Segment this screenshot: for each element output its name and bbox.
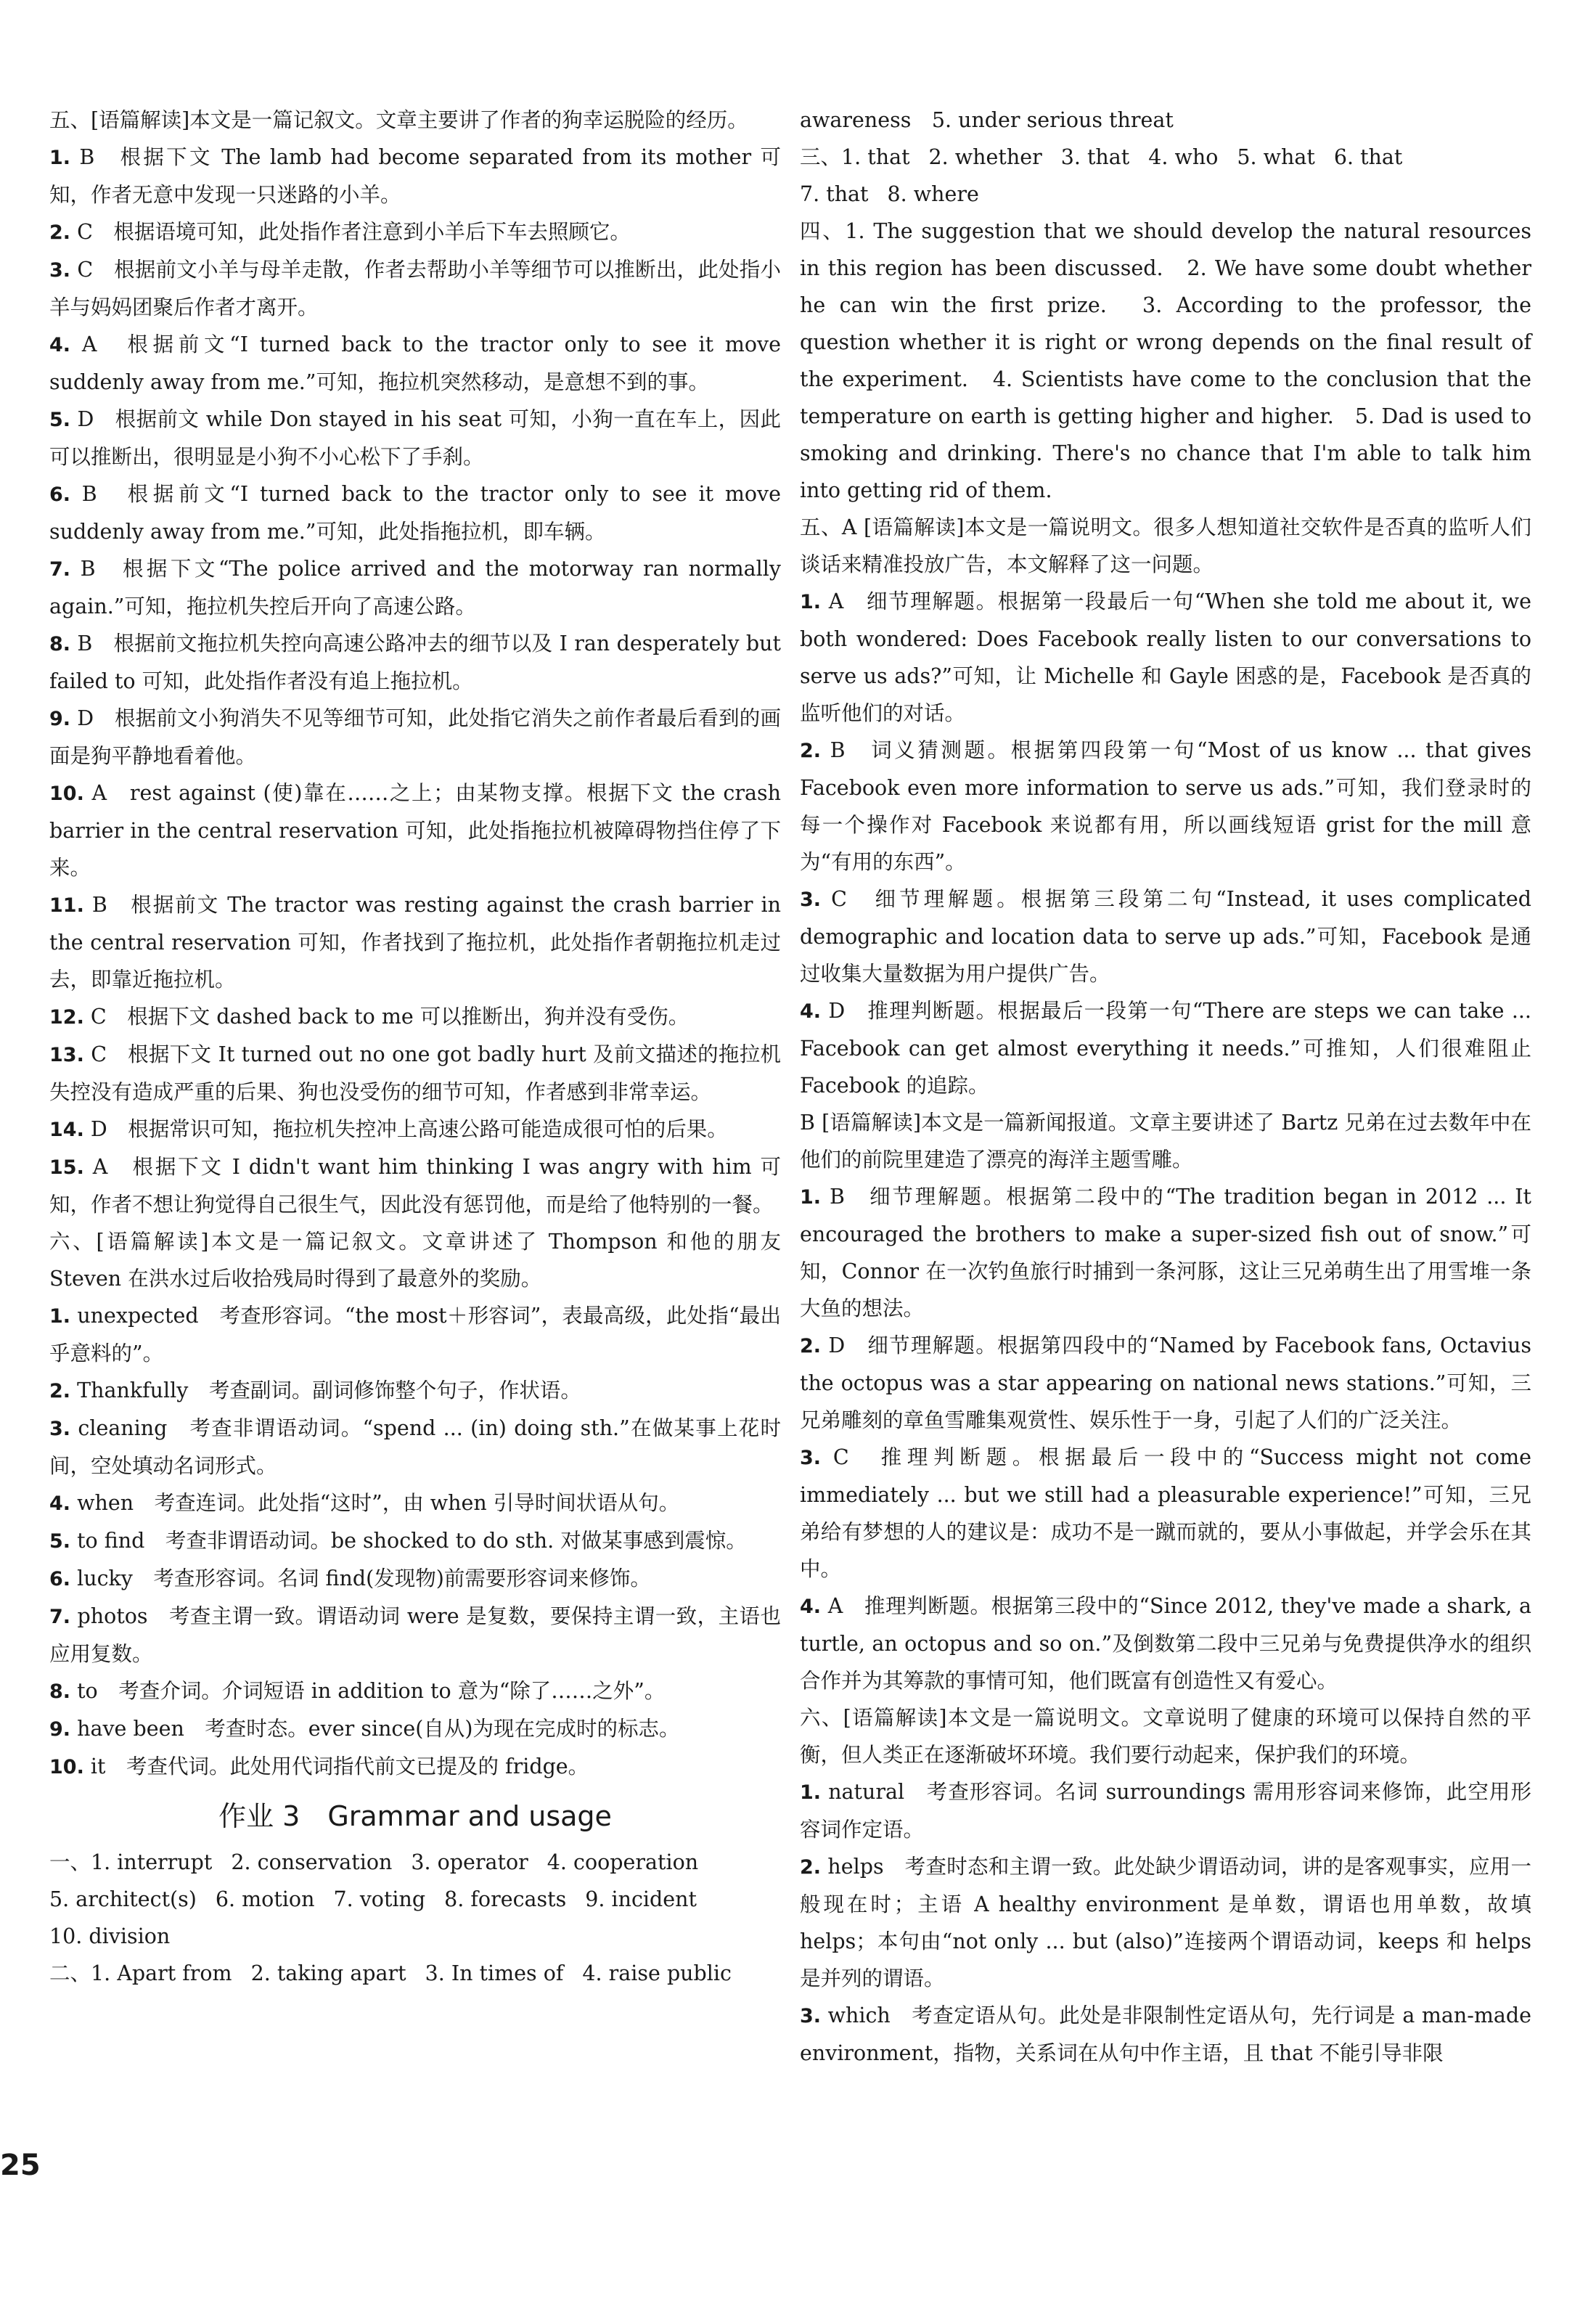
word-answer: 2. taking apart [250, 1961, 406, 1985]
answer-text: Thankfully 考查副词。副词修饰整个句子，作状语。 [70, 1378, 581, 1402]
word-answer: 1. interrupt [91, 1850, 213, 1874]
answer-number: 9. [49, 708, 71, 730]
answer-number: 1. [800, 1186, 822, 1209]
answer-item [800, 1773, 1531, 1848]
answer-number: 11. [49, 894, 84, 917]
section-3-row-2 [800, 176, 1531, 213]
section-5b-answers [800, 1178, 1531, 1699]
left-column [49, 102, 781, 1992]
answer-text: to find 考查非谓语动词。be shocked to do sth. 对做某事感到震惊。 [70, 1529, 747, 1553]
answer-item [800, 1439, 1531, 1588]
answer-item [49, 326, 781, 401]
answer-item [49, 1372, 781, 1410]
row-label: 一、 [49, 1850, 91, 1874]
answer-item [49, 700, 781, 775]
answer-number: 8. [49, 1680, 71, 1703]
row-label: 三、 [800, 145, 842, 169]
word-answer: 10. division [49, 1924, 171, 1948]
answer-text: B 根据下文 The lamb had become separated from its mother 可知，作者无意中发现一只迷路的小羊。 [49, 145, 781, 207]
answer-item [800, 732, 1531, 881]
section-5a-header: 五、A [语篇解读]本文是一篇说明文。很多人想知道社交软件是否真的监听人们谈话来精准投放广告，本文解释了这一问题。 [800, 515, 1531, 576]
answer-text: B 根据下文“The police arrived and the motorway ran normally again.”可知，拖拉机失控后开向了高速公路。 [49, 557, 781, 618]
answer-number: 3. [49, 1418, 71, 1440]
word-answer: 4. cooperation [547, 1850, 699, 1874]
answer-text: C 根据语境可知，此处指作者注意到小羊后下车去照顾它。 [70, 220, 631, 244]
answer-item [800, 1327, 1531, 1439]
answer-number: 5. [49, 1530, 71, 1553]
answer-item [49, 1297, 781, 1372]
word-answer: 4. who [1148, 145, 1219, 169]
word-answer: 4. raise public [582, 1961, 732, 1985]
answer-number: 2. [49, 221, 71, 244]
section-3-row-1 [800, 139, 1531, 176]
answer-item [800, 583, 1531, 732]
answer-number: 12. [49, 1006, 84, 1029]
homework-row-4 [49, 1955, 781, 1992]
page-number: 25 [0, 2149, 41, 2182]
answer-item [49, 139, 781, 213]
word-answer: 5. architect(s) [49, 1887, 197, 1911]
answer-number: 4. [49, 334, 71, 356]
answer-text: A 推理判断题。根据第三段中的“Since 2012, they've made a shark, a turtle, an octopus and so on.”及倒数第二段中三兄弟与免费提供净水的组织合作并为其筹款的事情可知，他们既富有创造性又有爱心。 [800, 1594, 1531, 1693]
answer-item [49, 1036, 781, 1111]
answer-text: cleaning 考查非谓语动词。“spend ... (in) doing sth.”在做某事上花时间，空处填动名词形式。 [49, 1416, 781, 1478]
section-6-header: 六、[语篇解读]本文是一篇说明文。文章说明了健康的环境可以保持自然的平衡，但人类正在逐渐破坏环境。我们要行动起来，保护我们的环境。 [800, 1706, 1531, 1767]
answer-number: 9. [49, 1718, 71, 1741]
answer-text: natural 考查形容词。名词 surroundings 需用形容词来修饰，此空用形容词作定语。 [800, 1780, 1531, 1842]
answer-text: D 根据前文小狗消失不见等细节可知，此处指它消失之前作者最后看到的画面是狗平静地看着他。 [49, 706, 781, 768]
answer-number: 10. [49, 783, 84, 805]
answer-number: 1. [800, 1781, 822, 1804]
answer-text: B 根据前文 The tractor was resting against the crash barrier in the central reservation 可知，作者找到了拖拉机，此处指作者朝拖拉机走过去，即靠近拖拉机。 [49, 893, 781, 992]
answer-number: 4. [800, 1000, 822, 1023]
answer-text: C 根据下文 It turned out no one got badly hurt 及前文描述的拖拉机失控没有造成严重的后果、狗也没受伤的细节可知，作者感到非常幸运。 [49, 1042, 781, 1104]
answer-text: which 考查定语从句。此处是非限制性定语从句，先行词是 a man-made environment，指物，关系词在从句中作主语，且 that 不能引导非限 [800, 2003, 1531, 2065]
answer-number: 1. [49, 1305, 71, 1328]
answer-item [49, 1560, 781, 1598]
answer-text: unexpected 考查形容词。“the most＋形容词”，表最高级，此处指“最出乎意料的”。 [49, 1304, 781, 1365]
answer-number: 6. [49, 1568, 71, 1590]
answer-item [49, 625, 781, 700]
answer-item [49, 1484, 781, 1522]
word-answer: 8. where [887, 182, 979, 206]
answer-item [800, 1997, 1531, 2072]
word-answer: 2. conservation [231, 1850, 393, 1874]
homework-row-3 [49, 1918, 781, 1955]
word-answer: 7. that [800, 182, 869, 206]
homework-3-title: 作业 3 Grammar and usage [218, 1800, 612, 1832]
answer-text: to 考查介词。介词短语 in addition to 意为“除了……之外”。 [70, 1679, 666, 1703]
answer-text: C 细节理解题。根据第三段第二句“Instead, it uses complicated demographic and location data to serve up ads.”可知，Facebook 是通过收集大量数据为用户提供广告。 [800, 887, 1531, 986]
answer-text: C 推理判断题。根据最后一段中的“Success might not come immediately ... but we still had a pleasurable experience!”可知，三兄弟给有梦想的人的建议是：成功不是一蹴而就的，要从小事做起，并学会乐在其中。 [800, 1445, 1531, 1581]
answer-item [800, 992, 1531, 1104]
answer-text: D 根据常识可知，拖拉机失控冲上高速公路可能造成很可怕的后果。 [83, 1117, 728, 1141]
answer-item [800, 1178, 1531, 1327]
answer-number: 13. [49, 1044, 84, 1066]
word-answer: 5. what [1237, 145, 1315, 169]
answer-text: C 根据前文小羊与母羊走散，作者去帮助小羊等细节可以推断出，此处指小羊与妈妈团聚后作者才离开。 [49, 258, 781, 319]
right-column [800, 102, 1531, 2072]
answer-text: B 根据前文“I turned back to the tractor only to see it move suddenly away from me.”可知，此处指拖拉机，即车辆。 [49, 482, 781, 544]
answer-item [49, 1710, 781, 1748]
answer-number: 8. [49, 633, 71, 655]
answer-item [49, 1672, 781, 1710]
answer-item [800, 881, 1531, 992]
homework-row-1 [49, 1844, 781, 1881]
answer-item [800, 1848, 1531, 1997]
answer-number: 3. [800, 888, 822, 911]
answer-text: D 根据前文 while Don stayed in his seat 可知，小狗一直在车上，因此可以推断出，很明显是小狗不小心松下了手刹。 [49, 407, 781, 469]
answer-text: photos 考查主谓一致。谓语动词 were 是复数，要保持主谓一致，主语也应用复数。 [49, 1604, 781, 1666]
section-5b-header: B [语篇解读]本文是一篇新闻报道。文章主要讲述了 Bartz 兄弟在过去数年中在他们的前院里建造了漂亮的海洋主题雪雕。 [800, 1111, 1531, 1172]
answer-text: lucky 考查形容词。名词 find(发现物)前需要形容词来修饰。 [70, 1566, 651, 1590]
answer-item [49, 475, 781, 550]
row-label: 二、 [49, 1961, 91, 1985]
answer-item [49, 550, 781, 625]
section-5-header: 五、[语篇解读]本文是一篇记叙文。文章主要讲了作者的狗幸运脱险的经历。 [49, 108, 748, 132]
section-6-header: 六、[语篇解读]本文是一篇记叙文。文章讲述了 Thompson 和他的朋友 Steven 在洪水过后收拾残局时得到了最意外的奖励。 [49, 1230, 781, 1291]
word-answer: 1. that [841, 145, 910, 169]
answer-number: 2. [800, 1335, 822, 1357]
answer-text: have been 考查时态。ever since(自从)为现在完成时的标志。 [70, 1717, 680, 1741]
answer-text: it 考查代词。此处用代词指代前文已提及的 fridge。 [83, 1754, 589, 1778]
answer-text: B 词义猜测题。根据第四段第一句“Most of us know ... that gives Facebook even more information to serve us ads.”可知，我们登录时的每一个操作对 Facebook 来说都有用，所以画线短语 grist for the mill 意为“有用的东西”。 [800, 738, 1531, 874]
word-answer: 3. In times of [425, 1961, 564, 1985]
answer-number: 2. [49, 1380, 71, 1402]
answer-number: 2. [800, 740, 822, 762]
answer-number: 1. [800, 591, 822, 613]
answer-text: B 根据前文拖拉机失控向高速公路冲去的细节以及 I ran desperately but failed to 可知，此处指作者没有追上拖拉机。 [49, 632, 781, 693]
answer-item [49, 251, 781, 326]
answer-item [49, 886, 781, 998]
word-answer: 8. forecasts [444, 1887, 567, 1911]
answer-number: 3. [49, 259, 71, 282]
answer-text: helps 考查时态和主谓一致。此处缺少谓语动词，讲的是客观事实，应用一般现在时；主语 A healthy environment 是单数，谓语也用单数，故填 helps；本句由“not only ... but (also)”连接两个谓语动词，keeps 和 helps 是并列的谓语。 [800, 1855, 1531, 1990]
word-answer: 9. incident [585, 1887, 697, 1911]
word-answer: 2. whether [928, 145, 1042, 169]
answer-text: D 细节理解题。根据第四段中的“Named by Facebook fans, Octavius the octopus was a star appearing on national news stations.”可知，三兄弟雕刻的章鱼雪雕集观赏性、娱乐性于一身，引起了人们的广泛关注。 [800, 1333, 1531, 1432]
section-4-translations: 四、1. The suggestion that we should develop the natural resources in this region has been discussed. 2. We have some doubt whether he can win the first prize. 3. According to the professor, the question whether it is right or wrong depends on the final result of the experiment. 4. Scientists have come to the conclusion that the temperature on earth is getting higher and higher. 5. Dad is used to smoking and drinking. There's no chance that I'm able to talk him into getting rid of them. [800, 219, 1531, 502]
answer-item [49, 1111, 781, 1148]
word-answer: 1. Apart from [91, 1961, 232, 1985]
answer-text: B 细节理解题。根据第二段中的“The tradition began in 2012 ... It encouraged the brothers to make a super-sized fish out of snow.”可知，Connor 在一次钓鱼旅行时捕到一条河豚，这让三兄弟萌生出了用雪堆一条大鱼的想法。 [800, 1185, 1531, 1320]
answer-number: 4. [49, 1492, 71, 1515]
answer-number: 4. [800, 1596, 822, 1618]
answer-item [800, 1588, 1531, 1699]
answer-number: 3. [800, 2005, 822, 2027]
answer-number: 7. [49, 1606, 71, 1628]
section-6-answers [49, 1297, 781, 1786]
answer-text: C 根据下文 dashed back to me 可以推断出，狗并没有受伤。 [83, 1005, 689, 1029]
answer-text: A 细节理解题。根据第一段最后一句“When she told me about it, we both wondered: Does Facebook really listen to our conversations to serve us ads?”可知，让 Michelle 和 Gayle 困惑的是，Facebook 是否真的监听他们的对话。 [800, 589, 1531, 725]
answer-item [49, 1748, 781, 1786]
word-answer: 3. that [1060, 145, 1130, 169]
word-answer: 3. operator [411, 1850, 528, 1874]
section-5a-answers [800, 583, 1531, 1104]
homework-row-2 [49, 1881, 781, 1918]
answer-number: 7. [49, 558, 71, 581]
answer-text: A 根据前文“I turned back to the tractor only to see it move suddenly away from me.”可知，拖拉机突然移动，是意想不到的事。 [49, 332, 781, 394]
answer-item [49, 1598, 781, 1672]
section-5-answers [49, 139, 781, 1223]
answer-item [49, 775, 781, 886]
answer-number: 10. [49, 1756, 84, 1778]
answer-item [49, 998, 781, 1036]
answer-number: 2. [800, 1856, 822, 1879]
word-answer: 6. that [1333, 145, 1403, 169]
answer-text: A rest against (使)靠在……之上；由某物支撑。根据下文 the crash barrier in the central reservation 可知，此处指拖拉机被障碍物挡住停了下来。 [49, 781, 781, 880]
answer-text: D 推理判断题。根据最后一段第一句“There are steps we can take ... Facebook can get almost everything it needs.”可推知，人们很难阻止 Facebook 的追踪。 [800, 999, 1531, 1098]
word-answer: 7. voting [333, 1887, 426, 1911]
answer-item [49, 401, 781, 475]
answer-number: 5. [49, 409, 71, 431]
answer-item [49, 1522, 781, 1560]
answer-item [49, 1148, 781, 1223]
answer-number: 14. [49, 1119, 84, 1141]
answer-item [49, 213, 781, 251]
answer-text: A 根据下文 I didn't want him thinking I was angry with him 可知，作者不想让狗觉得自己很生气，因此没有惩罚他，而是给了他特别的一餐。 [49, 1155, 781, 1217]
answer-number: 15. [49, 1156, 84, 1179]
word-answer: 6. motion [215, 1887, 315, 1911]
answer-item [49, 1410, 781, 1484]
answer-number: 3. [800, 1447, 822, 1469]
answer-number: 1. [49, 147, 71, 169]
continued-line: awareness 5. under serious threat [800, 108, 1174, 132]
answer-number: 6. [49, 483, 71, 506]
answer-text: when 考查连词。此处指“这时”，由 when 引导时间状语从句。 [70, 1491, 680, 1515]
section-6-answers [800, 1773, 1531, 2072]
